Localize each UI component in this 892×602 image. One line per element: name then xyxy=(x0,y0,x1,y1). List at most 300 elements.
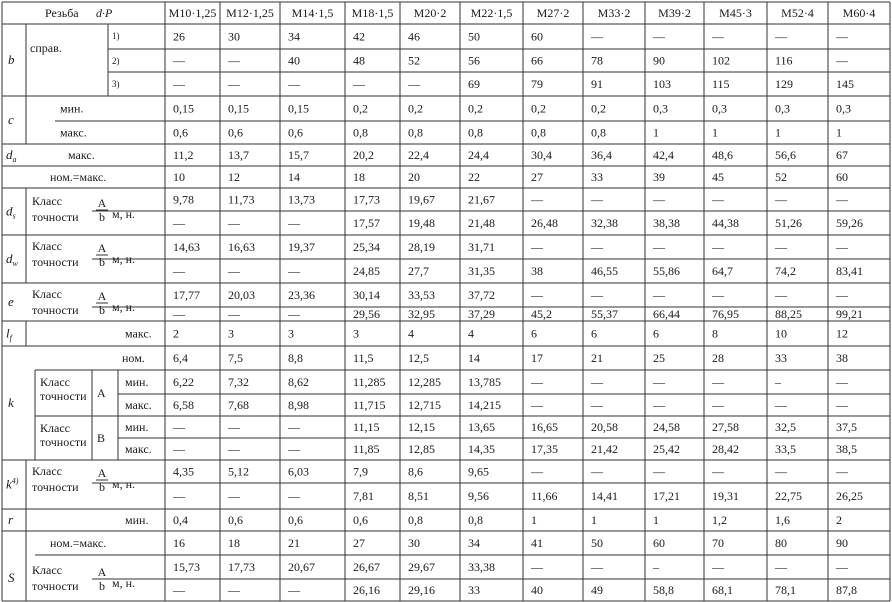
label-tochnosti: точности xyxy=(32,579,79,593)
table-cell: 45 xyxy=(712,170,724,184)
table-cell: 58,8 xyxy=(653,583,674,597)
table-cell: 38,5 xyxy=(836,442,857,456)
table-cell: — xyxy=(712,192,724,207)
table-cell: 67 xyxy=(836,148,848,162)
table-cell: 21,42 xyxy=(591,442,618,456)
table-cell: 6 xyxy=(531,326,537,341)
label-nom: ном. xyxy=(122,351,145,365)
table-cell: 0,2 xyxy=(591,101,606,116)
table-cell: — xyxy=(653,375,665,389)
table-cell: — xyxy=(653,192,665,207)
table-cell: — xyxy=(775,29,787,44)
table-cell: 29,16 xyxy=(408,583,435,597)
table-cell: 19,48 xyxy=(408,216,435,230)
table-cell: 0,8 xyxy=(468,125,483,140)
table-cell: 1 xyxy=(712,125,718,140)
table-cell: 38 xyxy=(531,264,543,278)
table-cell: 5,12 xyxy=(228,464,249,479)
table-cell: 33 xyxy=(775,351,787,365)
table-cell: 13,65 xyxy=(468,420,495,434)
row-symbol-S: S xyxy=(8,570,15,585)
table-cell: 9,56 xyxy=(468,489,489,503)
table-cell: 6 xyxy=(591,326,597,341)
table-cell: 0,8 xyxy=(408,513,423,527)
label-klass: Класс xyxy=(40,375,70,389)
table-cell: 33,5 xyxy=(775,442,796,456)
row-symbol-da: $d_a$ xyxy=(6,147,17,164)
table-cell: 25 xyxy=(653,351,665,365)
table-cell: 32,95 xyxy=(408,307,435,321)
table-cell: 0,2 xyxy=(408,101,423,116)
table-cell: 49 xyxy=(591,583,603,597)
table-cell: 99,21 xyxy=(836,307,863,321)
table-cell: 68,1 xyxy=(712,583,733,597)
label-mn: м, н. xyxy=(112,300,136,314)
table-cell: 21 xyxy=(288,536,300,550)
table-cell: 28,42 xyxy=(712,442,739,456)
table-cell: — xyxy=(591,375,603,389)
table-cell: — xyxy=(531,398,543,412)
table-cell: 0,8 xyxy=(591,125,606,140)
column-header: M45·3 xyxy=(719,6,752,20)
table-cell: 56,6 xyxy=(775,148,796,162)
table-cell: — xyxy=(775,192,787,207)
table-cell: 32,5 xyxy=(775,420,796,434)
table-cell: 14,41 xyxy=(591,489,618,503)
table-cell: 12 xyxy=(228,170,240,184)
table-cell: 66,44 xyxy=(653,307,680,321)
table-cell: 30,4 xyxy=(531,148,552,162)
fraction-top: A xyxy=(97,565,107,579)
table-cell: — xyxy=(228,77,240,91)
footnote-1: 1) xyxy=(112,31,120,41)
table-cell: — xyxy=(531,192,543,207)
fraction-top: A xyxy=(97,196,107,210)
table-cell: 41 xyxy=(531,536,543,550)
table-cell: 22,75 xyxy=(775,489,802,503)
table-cell: — xyxy=(531,375,543,389)
table-cell: 102 xyxy=(712,53,730,68)
table-cell: — xyxy=(653,288,665,302)
table-cell: 64,7 xyxy=(712,264,733,278)
label-klass: Класс xyxy=(32,563,62,577)
table-cell: 12,5 xyxy=(408,351,429,365)
table-cell: 12,15 xyxy=(408,420,435,434)
table-cell: 14,63 xyxy=(173,240,200,254)
table-cell: 74,2 xyxy=(775,264,796,278)
label-max: макс. xyxy=(60,125,87,140)
table-cell: 26 xyxy=(173,29,185,44)
table-cell: 3 xyxy=(288,326,294,341)
table-cell: 129 xyxy=(775,77,793,91)
table-cell: — xyxy=(173,307,185,321)
table-cell: 90 xyxy=(653,53,665,68)
table-cell: — xyxy=(228,53,240,68)
label-tochnosti: точности xyxy=(32,480,79,494)
table-cell: 60 xyxy=(531,29,543,44)
table-cell: 0,3 xyxy=(836,101,851,116)
table-cell: 16,63 xyxy=(228,240,255,254)
table-cell: 27,58 xyxy=(712,420,739,434)
table-cell: — xyxy=(591,192,603,207)
table-cell: 0,15 xyxy=(288,101,309,116)
table-cell: 33 xyxy=(468,583,480,597)
table-cell: — xyxy=(173,420,185,434)
table-cell: 17,57 xyxy=(353,216,380,230)
column-header: M33·2 xyxy=(597,6,631,20)
table-cell: 8,51 xyxy=(408,489,429,503)
table-cell: 17,21 xyxy=(653,489,680,503)
table-cell: — xyxy=(653,398,665,412)
table-cell: — xyxy=(712,464,724,479)
row-symbol-e: e xyxy=(8,294,14,309)
table-cell: 40 xyxy=(531,583,543,597)
table-cell: 45,2 xyxy=(531,307,552,321)
table-cell: 22,4 xyxy=(408,148,429,162)
column-header: M27·2 xyxy=(536,6,570,20)
table-cell: 9,65 xyxy=(468,464,489,479)
table-cell: 0,8 xyxy=(353,125,368,140)
table-cell: 1 xyxy=(653,125,659,140)
fraction-top: A xyxy=(97,289,107,303)
table-cell: 8,8 xyxy=(288,351,303,365)
table-cell: 33 xyxy=(591,170,603,184)
table-cell: 11,73 xyxy=(228,192,255,207)
table-cell: — xyxy=(173,216,185,230)
table-cell: 0,4 xyxy=(173,513,188,527)
table-cell: 24,4 xyxy=(468,148,489,162)
row-symbol-lf: $l_f$ xyxy=(6,325,12,343)
table-cell: 29,56 xyxy=(353,307,380,321)
table-cell: — xyxy=(228,489,240,503)
table-cell: 48,6 xyxy=(712,148,733,162)
table-cell: — xyxy=(836,53,848,68)
table-cell: 60 xyxy=(653,536,665,550)
label-class-A: A xyxy=(97,386,106,400)
table-cell: 0,3 xyxy=(775,101,790,116)
table-cell: 55,37 xyxy=(591,307,618,321)
table-cell: — xyxy=(228,216,240,230)
table-cell: 12 xyxy=(836,326,848,341)
table-cell: 40 xyxy=(288,53,300,68)
table-cell: 37,29 xyxy=(468,307,495,321)
column-header: M10·1,25 xyxy=(168,6,217,20)
row-symbol-k: k xyxy=(8,395,14,410)
table-cell: — xyxy=(531,288,543,302)
label-tochnosti: точности xyxy=(40,389,87,403)
table-cell: 115 xyxy=(712,77,730,91)
fraction-top: A xyxy=(97,241,107,255)
table-cell: 11,66 xyxy=(531,489,558,503)
table-cell: 145 xyxy=(836,77,854,91)
table-cell: 50 xyxy=(591,536,603,550)
table-cell: 27,7 xyxy=(408,264,429,278)
table-cell: 0,6 xyxy=(353,513,368,527)
table-cell: — xyxy=(653,240,665,254)
table-cell: 15,73 xyxy=(173,560,200,574)
table-cell: 17,73 xyxy=(353,192,380,207)
table-cell: 1,6 xyxy=(775,513,790,527)
table-cell: 8 xyxy=(712,326,718,341)
table-cell: — xyxy=(591,560,603,574)
table-cell: 19,31 xyxy=(712,489,739,503)
table-cell: 19,67 xyxy=(408,192,435,207)
table-cell: — xyxy=(775,560,787,574)
table-cell: 36,4 xyxy=(591,148,612,162)
table-cell: — xyxy=(591,464,603,479)
table-cell: 55,86 xyxy=(653,264,680,278)
table-cell: 42,4 xyxy=(653,148,674,162)
table-cell: 0,6 xyxy=(288,513,303,527)
footnote-3: 3) xyxy=(112,79,120,89)
table-cell: — xyxy=(591,398,603,412)
table-cell: 10 xyxy=(775,326,787,341)
header-label: Резьба xyxy=(45,6,79,20)
table-cell: — xyxy=(712,375,724,389)
table-cell: 0,2 xyxy=(531,101,546,116)
label-max: макс. xyxy=(125,398,152,412)
table-cell: 11,85 xyxy=(353,442,380,456)
table-cell: 88,25 xyxy=(775,307,802,321)
table-cell: 17,35 xyxy=(531,442,558,456)
label-tochnosti: точности xyxy=(32,210,79,224)
table-cell: 48 xyxy=(353,53,365,68)
table-cell: 14,215 xyxy=(468,398,501,412)
table-cell: 6 xyxy=(653,326,659,341)
table-cell: 33,38 xyxy=(468,560,495,574)
table-cell: 12,715 xyxy=(408,398,441,412)
table-cell: — xyxy=(531,464,543,479)
table-cell: 20 xyxy=(408,170,420,184)
label-mn: м, н. xyxy=(112,576,136,590)
table-cell: 14 xyxy=(288,170,300,184)
table-cell: 52 xyxy=(775,170,787,184)
table-cell: – xyxy=(775,375,781,389)
label-max: макс. xyxy=(125,326,152,341)
table-cell: 59,26 xyxy=(836,216,863,230)
table-cell: 44,38 xyxy=(712,216,739,230)
table-cell: 0,8 xyxy=(531,125,546,140)
table-cell: — xyxy=(173,53,185,68)
table-cell: 12,85 xyxy=(408,442,435,456)
column-header: M52·4 xyxy=(781,6,814,20)
table-cell: 21 xyxy=(591,351,603,365)
row-symbol-c: c xyxy=(8,112,14,127)
table-cell: 4 xyxy=(408,326,414,341)
table-cell: 0,6 xyxy=(288,125,303,140)
table-cell: — xyxy=(173,77,185,91)
column-header: M14·1,5 xyxy=(291,6,334,20)
table-cell: 0,6 xyxy=(228,125,243,140)
table-cell: 0,6 xyxy=(228,513,243,527)
label-klass: Класс xyxy=(32,464,62,478)
label-min: мин. xyxy=(125,513,149,527)
table-cell: 0,15 xyxy=(173,101,194,116)
table-cell: 78,1 xyxy=(775,583,796,597)
table-cell: 0,8 xyxy=(468,513,483,527)
table-cell: — xyxy=(173,442,185,456)
label-min: мин. xyxy=(60,101,84,116)
label-tochnosti: точности xyxy=(32,255,79,269)
table-cell: 18 xyxy=(353,170,365,184)
table-cell: — xyxy=(712,240,724,254)
table-cell: 24,85 xyxy=(353,264,380,278)
column-header: M60·4 xyxy=(842,6,876,20)
column-header: M22·1,5 xyxy=(470,6,513,20)
table-cell: 23,36 xyxy=(288,288,315,302)
label-mn: м, н. xyxy=(112,252,136,266)
table-cell: 24,58 xyxy=(653,420,680,434)
table-cell: 10 xyxy=(173,170,185,184)
table-cell: 1,2 xyxy=(712,513,727,527)
table-cell: 20,67 xyxy=(288,560,315,574)
table-cell: 19,37 xyxy=(288,240,315,254)
table-cell: — xyxy=(775,398,787,412)
label-min: мин. xyxy=(125,375,149,389)
table-cell: — xyxy=(836,398,848,412)
table-cell: — xyxy=(408,77,420,91)
table-cell: 2 xyxy=(836,513,842,527)
label-klass: Класс xyxy=(32,287,62,301)
table-cell: 46 xyxy=(408,29,420,44)
table-cell: 8,6 xyxy=(408,464,423,479)
table-cell: — xyxy=(288,583,300,597)
table-cell: 28 xyxy=(712,351,724,365)
table-cell: 21,48 xyxy=(468,216,495,230)
table-cell: 116 xyxy=(775,53,793,68)
table-cell: — xyxy=(712,288,724,302)
table-cell: — xyxy=(288,442,300,456)
label-klass: Класс xyxy=(32,194,62,208)
table-cell: 42 xyxy=(353,29,365,44)
table-cell: — xyxy=(712,560,724,574)
table-cell: 91 xyxy=(591,77,603,91)
table-cell: 46,55 xyxy=(591,264,618,278)
table-cell: — xyxy=(775,464,787,479)
table-cell: 26,67 xyxy=(353,560,380,574)
table-cell: 11,715 xyxy=(353,398,386,412)
fraction-bottom: b xyxy=(99,303,105,317)
table-cell: — xyxy=(653,464,665,479)
table-cell: 6,4 xyxy=(173,351,188,365)
table-cell: — xyxy=(228,420,240,434)
table-cell: 7,9 xyxy=(353,464,368,479)
label-tochnosti: точности xyxy=(40,435,87,449)
table-cell: 1 xyxy=(836,125,842,140)
table-cell: 11,15 xyxy=(353,420,380,434)
table-cell: 76,95 xyxy=(712,307,739,321)
row-symbol-b: b xyxy=(8,52,15,67)
table-cell: — xyxy=(836,192,848,207)
table-cell: 18 xyxy=(228,536,240,550)
table-cell: 31,35 xyxy=(468,264,495,278)
table-cell: 38 xyxy=(836,351,848,365)
column-header: M39·2 xyxy=(658,6,691,20)
table-cell: — xyxy=(228,442,240,456)
table-cell: 7,32 xyxy=(228,375,249,389)
table-cell: 4 xyxy=(468,326,474,341)
table-cell: 13,73 xyxy=(288,192,315,207)
table-cell: 26,48 xyxy=(531,216,558,230)
table-cell: — xyxy=(653,29,665,44)
table-cell: 34 xyxy=(468,536,480,550)
table-cell: 25,42 xyxy=(653,442,680,456)
table-cell: 17,77 xyxy=(173,288,200,302)
table-cell: 4,35 xyxy=(173,464,194,479)
table-cell: 0,3 xyxy=(653,101,668,116)
table-cell: 1 xyxy=(653,513,659,527)
label-nom-max: ном.=макс. xyxy=(50,536,107,550)
table-cell: — xyxy=(288,420,300,434)
table-cell: 66 xyxy=(531,53,543,68)
label-mn: м, н. xyxy=(112,477,136,491)
table-cell: 7,5 xyxy=(228,351,243,365)
table-cell: 90 xyxy=(836,536,848,550)
table-cell: — xyxy=(712,29,724,44)
table-cell: 0,2 xyxy=(353,101,368,116)
table-cell: 39 xyxy=(653,170,665,184)
table-cell: 1 xyxy=(531,513,537,527)
table-cell: — xyxy=(591,288,603,302)
table-cell: 20,03 xyxy=(228,288,255,302)
table-cell: 14,35 xyxy=(468,442,495,456)
table-cell: 34 xyxy=(288,29,300,44)
table-cell: 87,8 xyxy=(836,583,857,597)
table-cell: 15,7 xyxy=(288,148,309,162)
label-klass: Класс xyxy=(40,421,70,435)
table-cell: — xyxy=(228,583,240,597)
table-cell: 30 xyxy=(408,536,420,550)
column-header: M12·1,25 xyxy=(226,6,274,20)
table-cell: — xyxy=(836,560,848,574)
table-cell: 37,72 xyxy=(468,288,495,302)
table-cell: 9,78 xyxy=(173,192,194,207)
table-cell: — xyxy=(591,29,603,44)
table-cell: 7,68 xyxy=(228,398,249,412)
fraction-bottom: b xyxy=(99,210,105,224)
table-cell: 79 xyxy=(531,77,543,91)
table-cell: 50 xyxy=(468,29,480,44)
table-cell: — xyxy=(173,264,185,278)
table-cell: 3 xyxy=(228,326,234,341)
table-cell: 56 xyxy=(468,53,480,68)
table-cell: 12,285 xyxy=(408,375,441,389)
table-cell: — xyxy=(836,464,848,479)
table-cell: 6,22 xyxy=(173,375,194,389)
table-cell: 29,67 xyxy=(408,560,435,574)
table-cell: 13,7 xyxy=(228,148,249,162)
fraction-top: A xyxy=(97,466,107,480)
table-cell: 33,53 xyxy=(408,288,435,302)
fraction-bottom: b xyxy=(99,480,105,494)
table-cell: — xyxy=(288,77,300,91)
row-symbol-k4: $k^{4)}$ xyxy=(6,476,19,492)
table-cell: — xyxy=(288,489,300,503)
label-tochnosti: точности xyxy=(32,303,79,317)
table-cell: 38,38 xyxy=(653,216,680,230)
table-cell: 37,5 xyxy=(836,420,857,434)
table-cell: 80 xyxy=(775,536,787,550)
table-cell: 69 xyxy=(468,77,480,91)
table-cell: 17 xyxy=(531,351,543,365)
table-cell: — xyxy=(173,583,185,597)
table-cell: 2 xyxy=(173,326,179,341)
table-cell: — xyxy=(288,264,300,278)
table-cell: — xyxy=(836,375,848,389)
table-cell: 16 xyxy=(173,536,185,550)
row-symbol-r: r xyxy=(8,512,14,527)
table-cell: 27 xyxy=(531,170,543,184)
